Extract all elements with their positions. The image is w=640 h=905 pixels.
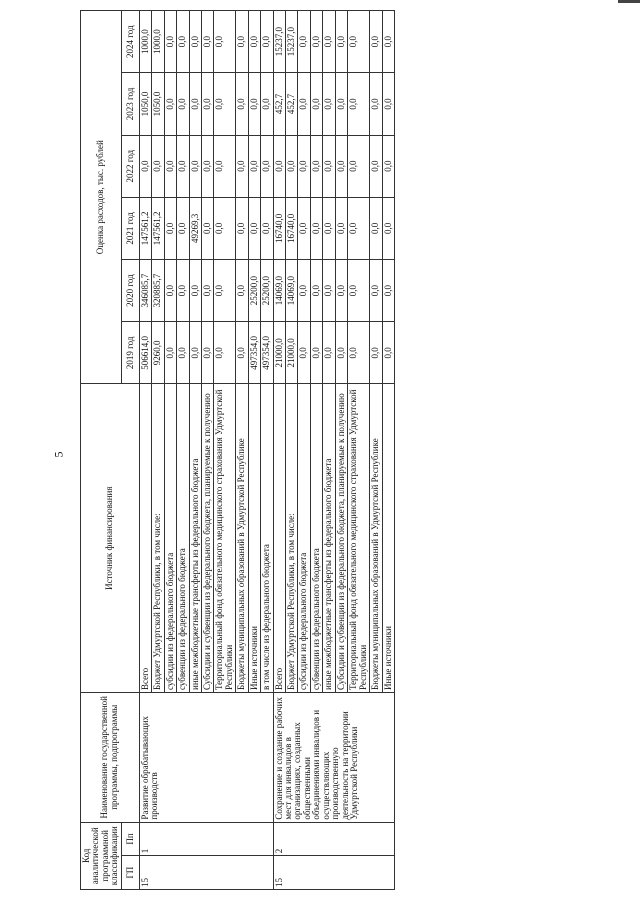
value-cell: 0,0 bbox=[189, 73, 201, 135]
value-cell: 0,0 bbox=[323, 11, 335, 73]
value-cell: 0,0 bbox=[177, 197, 189, 259]
value-cell: 0,0 bbox=[382, 260, 394, 322]
value-cell: 0,0 bbox=[310, 197, 322, 259]
value-cell: 0,0 bbox=[370, 73, 382, 135]
value-cell: 0,0 bbox=[236, 135, 248, 197]
value-cell: 49269,3 bbox=[189, 197, 201, 259]
funding-source-cell: субсидии из федерального бюджета bbox=[164, 384, 176, 693]
program-name-cell: Развитие обрабатывающих производств bbox=[139, 692, 273, 822]
value-cell: 0,0 bbox=[214, 11, 236, 73]
value-cell: 0,0 bbox=[298, 11, 310, 73]
value-cell: 0,0 bbox=[323, 73, 335, 135]
value-cell: 0,0 bbox=[248, 11, 260, 73]
value-cell: 0,0 bbox=[323, 135, 335, 197]
page-number: 5 bbox=[51, 451, 66, 458]
value-cell: 21000,0 bbox=[286, 322, 298, 384]
value-cell: 16740,0 bbox=[286, 197, 298, 259]
value-cell: 0,0 bbox=[261, 11, 273, 73]
value-cell: 0,0 bbox=[310, 260, 322, 322]
value-cell: 0,0 bbox=[298, 135, 310, 197]
value-cell: 1000,0 bbox=[152, 11, 164, 73]
funding-source-cell: в том числе из федерального бюджета bbox=[261, 384, 273, 693]
value-cell: 0,0 bbox=[236, 197, 248, 259]
value-cell: 14069,0 bbox=[273, 260, 285, 322]
value-cell: 0,0 bbox=[382, 11, 394, 73]
program-name-cell: Сохранение и создание рабочих мест для инвалидов в организациях, созданных общественными объединениями инвалидов и осуществляющих производственную деятельность на территории Удмуртской Республики bbox=[273, 692, 394, 822]
value-cell: 0,0 bbox=[348, 197, 370, 259]
header-year-2024: 2024 год bbox=[121, 11, 139, 73]
value-cell: 0,0 bbox=[214, 322, 236, 384]
value-cell: 16740,0 bbox=[273, 197, 285, 259]
value-cell: 14069,0 bbox=[286, 260, 298, 322]
value-cell: 0,0 bbox=[248, 73, 260, 135]
value-cell: 0,0 bbox=[189, 260, 201, 322]
financing-table bbox=[80, 10, 395, 890]
funding-source-cell: Иные источники bbox=[382, 384, 394, 693]
value-cell: 0,0 bbox=[164, 135, 176, 197]
value-cell: 0,0 bbox=[164, 260, 176, 322]
value-cell: 0,0 bbox=[348, 260, 370, 322]
table-row bbox=[273, 11, 285, 890]
funding-source-cell: Всего bbox=[139, 384, 151, 693]
header-code-classification: Код аналитической программной классификации bbox=[81, 822, 122, 889]
value-cell: 0,0 bbox=[335, 322, 347, 384]
value-cell: 0,0 bbox=[152, 135, 164, 197]
funding-source-cell: Бюджеты муниципальных образований в Удмуртской Республике bbox=[370, 384, 382, 693]
value-cell: 0,0 bbox=[189, 135, 201, 197]
funding-source-cell: Бюджет Удмуртской Республики, в том числе: bbox=[286, 384, 298, 693]
value-cell: 0,0 bbox=[201, 73, 213, 135]
table-body bbox=[139, 11, 394, 890]
corner-mark bbox=[618, 0, 640, 3]
value-cell: 1050,0 bbox=[139, 73, 151, 135]
value-cell: 15237,0 bbox=[273, 11, 285, 73]
funding-source-cell: Территориальный фонд обязательного медицинского страхования Удмуртской Республики bbox=[214, 384, 236, 693]
value-cell: 0,0 bbox=[335, 73, 347, 135]
value-cell: 147561,2 bbox=[139, 197, 151, 259]
value-cell: 0,0 bbox=[201, 322, 213, 384]
header-year-2022: 2022 год bbox=[121, 135, 139, 197]
table-row bbox=[139, 11, 151, 890]
value-cell: 0,0 bbox=[261, 73, 273, 135]
value-cell: 0,0 bbox=[261, 197, 273, 259]
value-cell: 0,0 bbox=[310, 135, 322, 197]
value-cell: 0,0 bbox=[201, 197, 213, 259]
value-cell: 0,0 bbox=[298, 197, 310, 259]
header-pp: Пп bbox=[121, 822, 139, 856]
value-cell: 0,0 bbox=[382, 135, 394, 197]
gp-cell: 15 bbox=[273, 856, 394, 890]
value-cell: 0,0 bbox=[189, 11, 201, 73]
value-cell: 0,0 bbox=[248, 197, 260, 259]
funding-source-cell: Всего bbox=[273, 384, 285, 693]
value-cell: 0,0 bbox=[214, 197, 236, 259]
funding-source-cell: субвенции из федерального бюджета bbox=[310, 384, 322, 693]
funding-source-cell: иные межбюджетные трансферты из федерального бюджета bbox=[323, 384, 335, 693]
value-cell: 0,0 bbox=[348, 73, 370, 135]
value-cell: 0,0 bbox=[286, 135, 298, 197]
value-cell: 0,0 bbox=[370, 197, 382, 259]
value-cell: 0,0 bbox=[310, 11, 322, 73]
value-cell: 21000,0 bbox=[273, 322, 285, 384]
value-cell: 0,0 bbox=[335, 197, 347, 259]
value-cell: 0,0 bbox=[236, 73, 248, 135]
value-cell: 0,0 bbox=[370, 322, 382, 384]
value-cell: 0,0 bbox=[298, 322, 310, 384]
value-cell: 0,0 bbox=[335, 135, 347, 197]
value-cell: 0,0 bbox=[348, 11, 370, 73]
value-cell: 0,0 bbox=[348, 135, 370, 197]
value-cell: 25200,0 bbox=[261, 260, 273, 322]
pp-cell: 2 bbox=[273, 822, 394, 856]
header-year-2021: 2021 год bbox=[121, 197, 139, 259]
value-cell: 0,0 bbox=[298, 260, 310, 322]
value-cell: 0,0 bbox=[382, 73, 394, 135]
header-year-2019: 2019 год bbox=[121, 322, 139, 384]
value-cell: 0,0 bbox=[201, 11, 213, 73]
rotated-page bbox=[80, 10, 640, 890]
value-cell: 1000,0 bbox=[139, 11, 151, 73]
value-cell: 0,0 bbox=[348, 322, 370, 384]
value-cell: 0,0 bbox=[214, 260, 236, 322]
value-cell: 0,0 bbox=[382, 197, 394, 259]
value-cell: 0,0 bbox=[214, 73, 236, 135]
value-cell: 0,0 bbox=[236, 260, 248, 322]
value-cell: 0,0 bbox=[370, 260, 382, 322]
funding-source-cell: Бюджет Удмуртской Республики, в том числе: bbox=[152, 384, 164, 693]
value-cell: 0,0 bbox=[201, 260, 213, 322]
value-cell: 0,0 bbox=[214, 135, 236, 197]
value-cell: 25200,0 bbox=[248, 260, 260, 322]
value-cell: 0,0 bbox=[236, 11, 248, 73]
header-year-2020: 2020 год bbox=[121, 260, 139, 322]
value-cell: 0,0 bbox=[335, 11, 347, 73]
value-cell: 0,0 bbox=[189, 322, 201, 384]
value-cell: 0,0 bbox=[236, 322, 248, 384]
value-cell: 0,0 bbox=[310, 73, 322, 135]
value-cell: 0,0 bbox=[164, 11, 176, 73]
funding-source-cell: Бюджеты муниципальных образований в Удмуртской Республике bbox=[236, 384, 248, 693]
value-cell: 320885,7 bbox=[152, 260, 164, 322]
value-cell: 0,0 bbox=[261, 135, 273, 197]
value-cell: 0,0 bbox=[248, 135, 260, 197]
value-cell: 0,0 bbox=[323, 322, 335, 384]
header-cost-estimate: Оценка расходов, тыс. рублей bbox=[81, 11, 122, 384]
gp-cell: 15 bbox=[139, 856, 273, 890]
funding-source-cell: субсидии из федерального бюджета bbox=[298, 384, 310, 693]
value-cell: 0,0 bbox=[177, 322, 189, 384]
value-cell: 0,0 bbox=[177, 73, 189, 135]
value-cell: 1050,0 bbox=[152, 73, 164, 135]
value-cell: 0,0 bbox=[323, 260, 335, 322]
value-cell: 0,0 bbox=[335, 260, 347, 322]
header-year-2023: 2023 год bbox=[121, 73, 139, 135]
value-cell: 15237,0 bbox=[286, 11, 298, 73]
value-cell: 147561,2 bbox=[152, 197, 164, 259]
value-cell: 0,0 bbox=[164, 73, 176, 135]
value-cell: 0,0 bbox=[201, 135, 213, 197]
value-cell: 0,0 bbox=[177, 135, 189, 197]
value-cell: 0,0 bbox=[310, 322, 322, 384]
value-cell: 0,0 bbox=[323, 197, 335, 259]
value-cell: 0,0 bbox=[370, 11, 382, 73]
value-cell: 0,0 bbox=[298, 73, 310, 135]
funding-source-cell: Территориальный фонд обязательного медицинского страхования Удмуртской Республики bbox=[348, 384, 370, 693]
funding-source-cell: Иные источники bbox=[248, 384, 260, 693]
value-cell: 506614,0 bbox=[139, 322, 151, 384]
value-cell: 0,0 bbox=[273, 135, 285, 197]
value-cell: 452,7 bbox=[273, 73, 285, 135]
value-cell: 452,7 bbox=[286, 73, 298, 135]
value-cell: 0,0 bbox=[164, 322, 176, 384]
value-cell: 0,0 bbox=[139, 135, 151, 197]
value-cell: 497354,0 bbox=[261, 322, 273, 384]
value-cell: 0,0 bbox=[177, 11, 189, 73]
funding-source-cell: иные межбюджетные трансферты из федерального бюджета bbox=[189, 384, 201, 693]
header-program-name: Наименование государственной программы, подпрограммы bbox=[81, 692, 140, 822]
funding-source-cell: субвенции из федерального бюджета bbox=[177, 384, 189, 693]
value-cell: 497354,0 bbox=[248, 322, 260, 384]
pp-cell: 1 bbox=[139, 822, 273, 856]
value-cell: 0,0 bbox=[370, 135, 382, 197]
funding-source-cell: Субсидии и субвенции из федерального бюджета, планируемые к получению bbox=[335, 384, 347, 693]
value-cell: 9260,0 bbox=[152, 322, 164, 384]
value-cell: 0,0 bbox=[382, 322, 394, 384]
header-gp: ГП bbox=[121, 856, 139, 890]
value-cell: 346085,7 bbox=[139, 260, 151, 322]
funding-source-cell: Субсидии и субвенции из федерального бюджета, планируемые к получению bbox=[201, 384, 213, 693]
header-funding-source: Источник финансирования bbox=[81, 384, 140, 693]
value-cell: 0,0 bbox=[164, 197, 176, 259]
value-cell: 0,0 bbox=[177, 260, 189, 322]
